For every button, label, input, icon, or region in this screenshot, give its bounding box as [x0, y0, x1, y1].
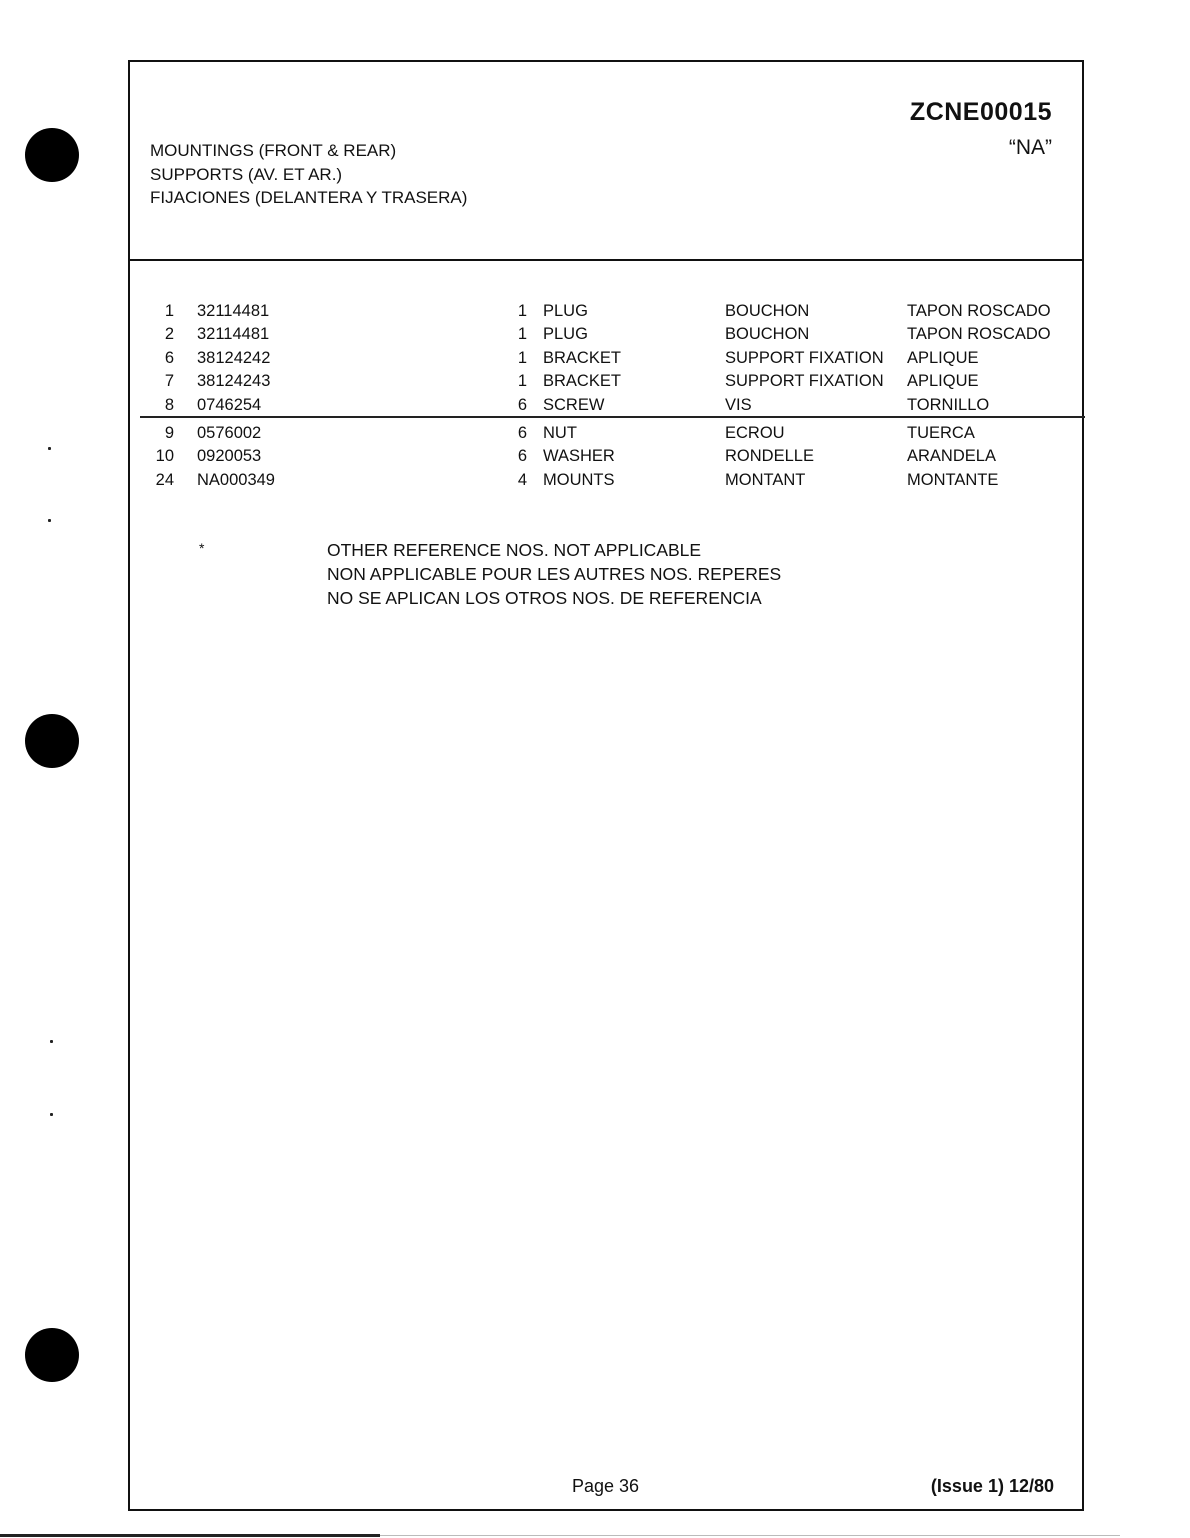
row-separator-line [140, 416, 1085, 418]
quantity: 1 [517, 372, 527, 391]
region-code: “NA” [1008, 136, 1052, 159]
note-french: NON APPLICABLE POUR LES AUTRES NOS. REPERES [327, 564, 782, 584]
quantity: 6 [517, 395, 527, 414]
ref-number: 8 [164, 395, 174, 414]
ref-number: 6 [164, 348, 174, 367]
binder-hole-bottom [25, 1328, 79, 1382]
document-code: ZCNE00015 [909, 98, 1052, 126]
description-english: MOUNTS [543, 470, 615, 489]
description-english: PLUG [543, 302, 588, 320]
part-number: 32114481 [197, 302, 270, 320]
ref-number: 9 [164, 423, 174, 442]
parts-row [0, 347, 1190, 370]
description-french: ECROU [725, 423, 785, 442]
description-french: MONTANT [725, 470, 806, 489]
header-divider [128, 259, 1084, 261]
quantity: 1 [517, 302, 527, 320]
part-number: 38124243 [197, 372, 271, 391]
description-spanish: TAPON ROSCADO [907, 325, 1051, 344]
parts-row [0, 370, 1190, 393]
quantity: 1 [517, 325, 527, 344]
quantity: 4 [517, 470, 527, 489]
parts-list [0, 300, 1190, 492]
title-english: MOUNTINGS (FRONT & REAR) [150, 141, 397, 160]
ref-number: 24 [155, 470, 174, 489]
description-english: SCREW [543, 395, 605, 414]
scan-speck [50, 1040, 53, 1043]
description-spanish: APLIQUE [907, 348, 979, 367]
description-french: SUPPORT FIXATION [725, 348, 884, 367]
parts-row [0, 300, 1190, 323]
section-title [150, 139, 467, 210]
parts-row [0, 469, 1190, 492]
applicability-note [327, 538, 781, 610]
scan-speck [50, 1113, 53, 1116]
description-spanish: ARANDELA [907, 447, 996, 466]
parts-row [0, 394, 1190, 417]
title-french: SUPPORTS (AV. ET AR.) [150, 164, 343, 184]
quantity: 1 [517, 348, 527, 367]
description-french: VIS [725, 395, 752, 414]
ref-number: 2 [164, 325, 174, 344]
binder-hole-middle [25, 714, 79, 768]
description-spanish: TORNILLO [907, 395, 990, 414]
parts-row [0, 323, 1190, 346]
ref-number: 10 [155, 447, 174, 466]
scan-speck [48, 519, 51, 522]
quantity: 6 [517, 423, 527, 442]
description-english: NUT [543, 423, 577, 442]
part-number: 38124242 [197, 348, 271, 367]
page-frame [128, 60, 1084, 1511]
description-spanish: APLIQUE [907, 372, 979, 391]
description-spanish: TAPON ROSCADO [907, 302, 1051, 320]
description-french: RONDELLE [725, 447, 814, 466]
ref-number: 7 [164, 372, 174, 391]
description-french: SUPPORT FIXATION [725, 372, 884, 391]
title-spanish: FIJACIONES (DELANTERA Y TRASERA) [150, 188, 468, 207]
issue-date: (Issue 1) 12/80 [930, 1476, 1054, 1496]
note-marker: * [199, 540, 205, 556]
parts-row [0, 445, 1190, 468]
page-number: Page 36 [572, 1476, 640, 1496]
part-number: 0576002 [197, 423, 262, 442]
description-french: BOUCHON [725, 325, 810, 344]
note-english: OTHER REFERENCE NOS. NOT APPLICABLE [327, 540, 702, 560]
scan-edge-line [0, 1534, 380, 1537]
ref-number: 1 [164, 302, 174, 320]
part-number: 0746254 [197, 395, 262, 414]
description-english: WASHER [543, 447, 615, 466]
description-english: PLUG [543, 325, 588, 344]
description-english: BRACKET [543, 372, 621, 391]
binder-hole-top [25, 128, 79, 182]
part-number: 0920053 [197, 447, 262, 466]
part-number: 32114481 [197, 325, 270, 344]
quantity: 6 [517, 447, 527, 466]
scan-edge-line-faint [380, 1535, 1120, 1536]
description-french: BOUCHON [725, 302, 810, 320]
note-spanish: NO SE APLICAN LOS OTROS NOS. DE REFERENCIA [327, 588, 762, 608]
part-number: NA000349 [197, 470, 275, 489]
description-english: BRACKET [543, 348, 621, 367]
parts-row [0, 422, 1190, 445]
description-spanish: MONTANTE [907, 470, 999, 489]
description-spanish: TUERCA [907, 423, 975, 442]
